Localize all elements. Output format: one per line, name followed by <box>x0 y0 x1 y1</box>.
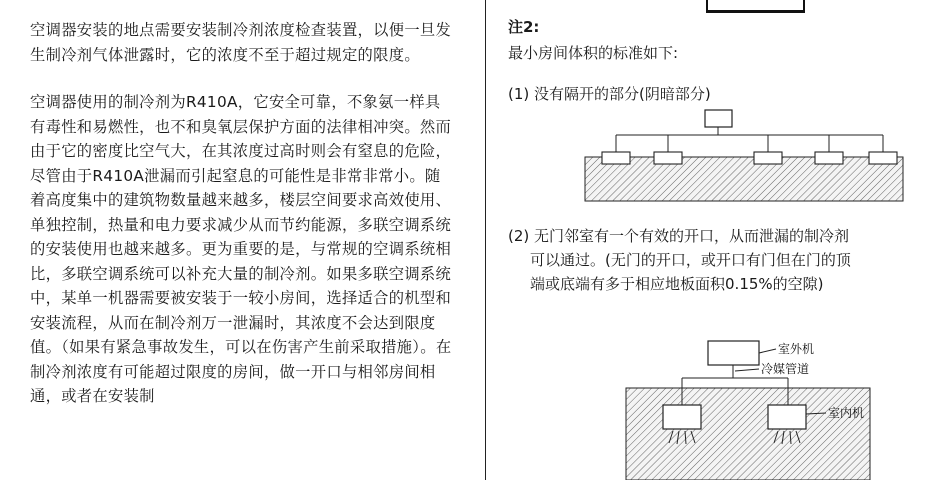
shaded-room <box>626 388 870 480</box>
paragraph-1: 空调器安装的地点需要安装制冷剂浓度检查装置，以便一旦发生制冷剂气体泄露时，它的浓度不至于超过规定的限度。 <box>30 21 452 64</box>
intro-text: 最小房间体积的标准如下: <box>508 44 679 62</box>
item-2-line-2: 可以通过。(无门的开口，或开口有门但在门的顶 <box>530 251 851 269</box>
outdoor-unit <box>708 341 759 365</box>
item-2-line-1: (2) 无门邻室有一个有效的开口，从而泄漏的制冷剂 <box>508 227 850 245</box>
label-refrigerant-pipe: 冷媒管道 <box>761 362 810 376</box>
note-title: 注2: <box>508 18 540 36</box>
label-indoor-unit: 室内机 <box>828 406 865 420</box>
label-outdoor-unit: 室外机 <box>778 342 815 356</box>
paragraph-2: 空调器使用的制冷剂为R410A，它安全可靠，不象氨一样具有毒性和易燃性，也不和臭氧层保护方面的法律相冲突。然而由于它的密度比空气大，在其浓度过高时则会有窒息的危险，尽管由于R410A泄漏而引起窒息的可能性是非常非常小。随着高度集中的建筑物数量越来越多，楼层空间要求高效使用、单独控制，热量和电力要求减少从而节约能源，多联空调系统的安装使用也越来越多。更为重要的是，与常规的空调系统相比，多联空调系统可以补充大量的制冷剂。如果多联空调系统中，某单一机器需要被安装于一较小房间，选择适合的机型和安装流程，从而在制冷剂万一泄漏时，其浓度不会达到限度值。（如果有紧急事故发生，可以在伤害产生前采取措施）。在制冷剂浓度有可能超过限度的房间，做一开口与相邻房间相通，或者在安装制 <box>30 93 452 405</box>
item-2-line-3: 端或底端有多于相应地板面积0.15%的空隙) <box>530 275 824 293</box>
indoor-unit <box>768 405 806 429</box>
item-1-text: (1) 没有隔开的部分(阴暗部分) <box>508 85 711 103</box>
indoor-unit <box>663 405 701 429</box>
